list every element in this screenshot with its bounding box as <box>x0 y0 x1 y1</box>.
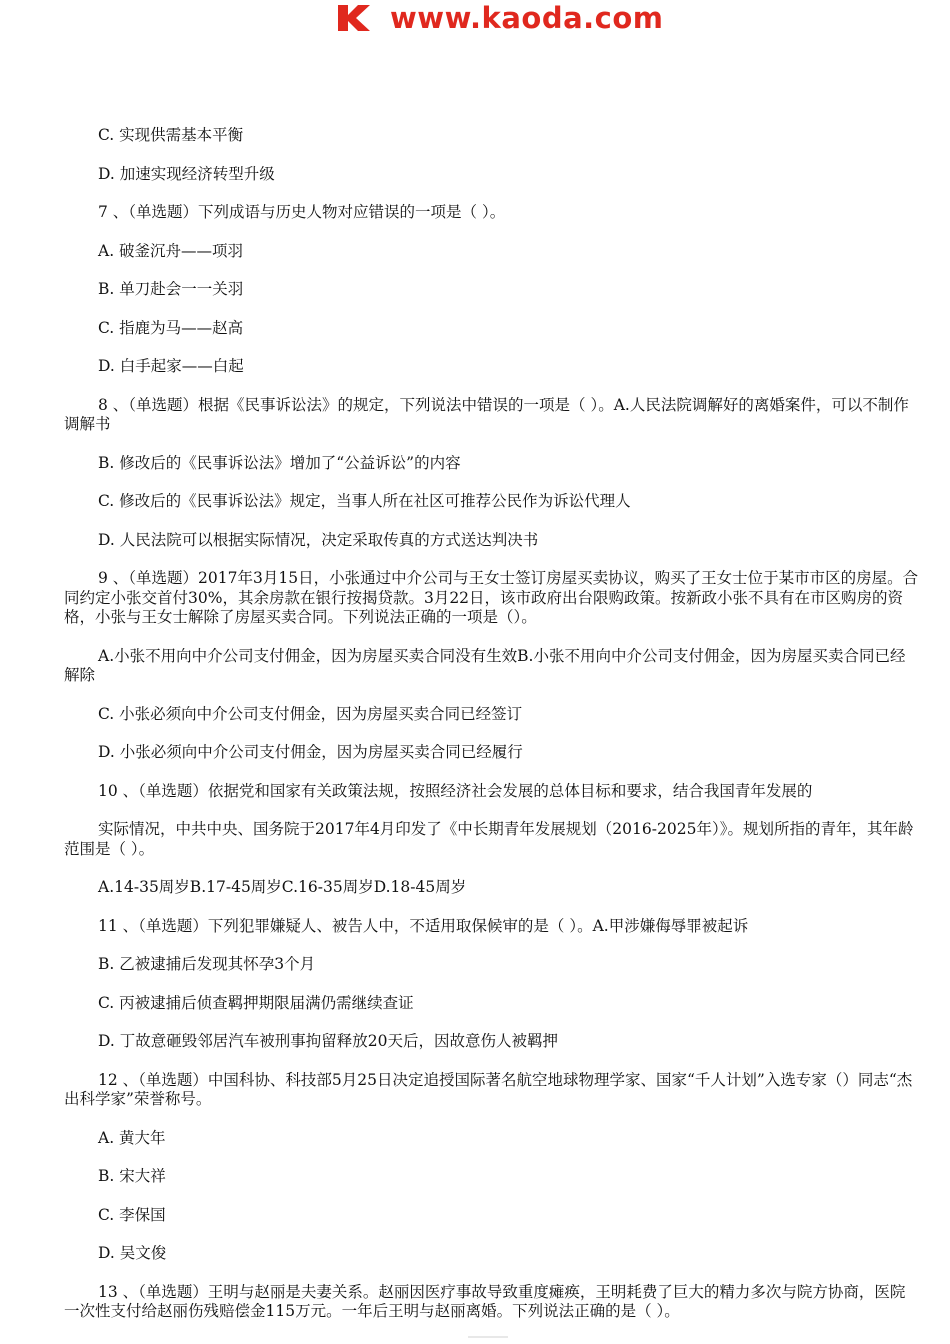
question-text: 10 、（单选题）依据党和国家有关政策法规，按照经济社会发展的总体目标和要求，结合我国青年发展的 <box>98 781 813 800</box>
answer-option: D. 丁故意砸毁邻居汽车被刑事拘留释放20天后，因故意伤人被羁押 <box>98 1032 558 1050</box>
answer-option: C. 指鹿为马——赵高 <box>98 318 244 337</box>
kaoda-logo <box>336 0 664 36</box>
answer-option: D. 小张必须向中介公司支付佣金，因为房屋买卖合同已经履行 <box>98 743 523 761</box>
answer-option: C. 小张必须向中介公司支付佣金，因为房屋买卖合同已经签订 <box>98 704 523 723</box>
answer-option: B. 宋大祥 <box>98 1167 166 1185</box>
kaoda-logo-mark-icon <box>336 5 376 31</box>
answer-option: D. 人民法院可以根据实际情况，决定采取传真的方式送达判决书 <box>98 530 539 549</box>
answer-option: C. 修改后的《民事诉讼法》规定，当事人所在社区可推荐公民作为诉讼代理人 <box>98 492 631 510</box>
answer-option: D. 白手起家——白起 <box>98 357 244 375</box>
logo-url: www.kaoda.com <box>390 1 664 35</box>
document-body <box>64 126 920 1322</box>
answer-option: B. 修改后的《民事诉讼法》增加了“公益诉讼”的内容 <box>98 453 461 472</box>
answer-option: C. 实现供需基本平衡 <box>98 126 244 144</box>
answer-option: A.14-35周岁B.17-45周岁C.16-35周岁D.18-45周岁 <box>98 878 467 896</box>
answer-option: D. 加速实现经济转型升级 <box>98 164 275 183</box>
answer-option: C. 李保国 <box>98 1205 166 1224</box>
question-text: 13 、（单选题）王明与赵丽是夫妻关系。赵丽因医疗事故导致重度瘫痪，王明耗费了巨大的精力多次与院方协商，医院一次性支付给赵丽伤残赔偿金115万元。一年后王明与赵丽离婚。下列说法正确的是（ ）。 <box>64 1282 906 1320</box>
answer-option: A. 破釜沉舟——项羽 <box>98 241 244 260</box>
page-footer-mark <box>468 1336 508 1338</box>
answer-option: B. 单刀赴会一一关羽 <box>98 280 244 298</box>
question-text: 8 、（单选题）根据《民事诉讼法》的规定，下列说法中错误的一项是（ ）。A.人民法院调解好的离婚案件，可以不制作调解书 <box>64 395 909 433</box>
question-text: A.小张不用向中介公司支付佣金，因为房屋买卖合同没有生效B.小张不用向中介公司支付佣金，因为房屋买卖合同已经解除 <box>64 646 906 684</box>
question-text: 9 、（单选题）2017年3月15日，小张通过中介公司与王女士签订房屋买卖协议，购买了王女士位于某市市区的房屋。合同约定小张交首付30%，其余房款在银行按揭贷款。3月22日，该市政府出台限购政策。按新政小张不具有在市区购房的资格，小张与王女士解除了房屋买卖合同。下列说法正确的一项是（）。 <box>64 569 919 626</box>
answer-option: B. 乙被逮捕后发现其怀孕3个月 <box>98 955 316 973</box>
answer-option: C. 丙被逮捕后侦查羁押期限届满仍需继续查证 <box>98 993 414 1012</box>
question-text: 11 、（单选题）下列犯罪嫌疑人、被告人中，不适用取保候审的是（ ）。A.甲涉嫌侮辱罪被起诉 <box>98 916 749 935</box>
answer-option: D. 吴文俊 <box>98 1244 167 1262</box>
answer-option: A. 黄大年 <box>98 1128 166 1147</box>
question-text: 实际情况，中共中央、国务院于2017年4月印发了《中长期青年发展规划（2016-2025年）》。规划所指的青年，其年龄范围是（ ）。 <box>64 820 914 858</box>
question-text: 7 、（单选题）下列成语与历史人物对应错误的一项是（ ）。 <box>98 203 506 221</box>
question-text: 12 、（单选题）中国科协、科技部5月25日决定追授国际著名航空地球物理学家、国家“千人计划”入选专家（）同志“杰出科学家”荣誉称号。 <box>64 1070 913 1108</box>
